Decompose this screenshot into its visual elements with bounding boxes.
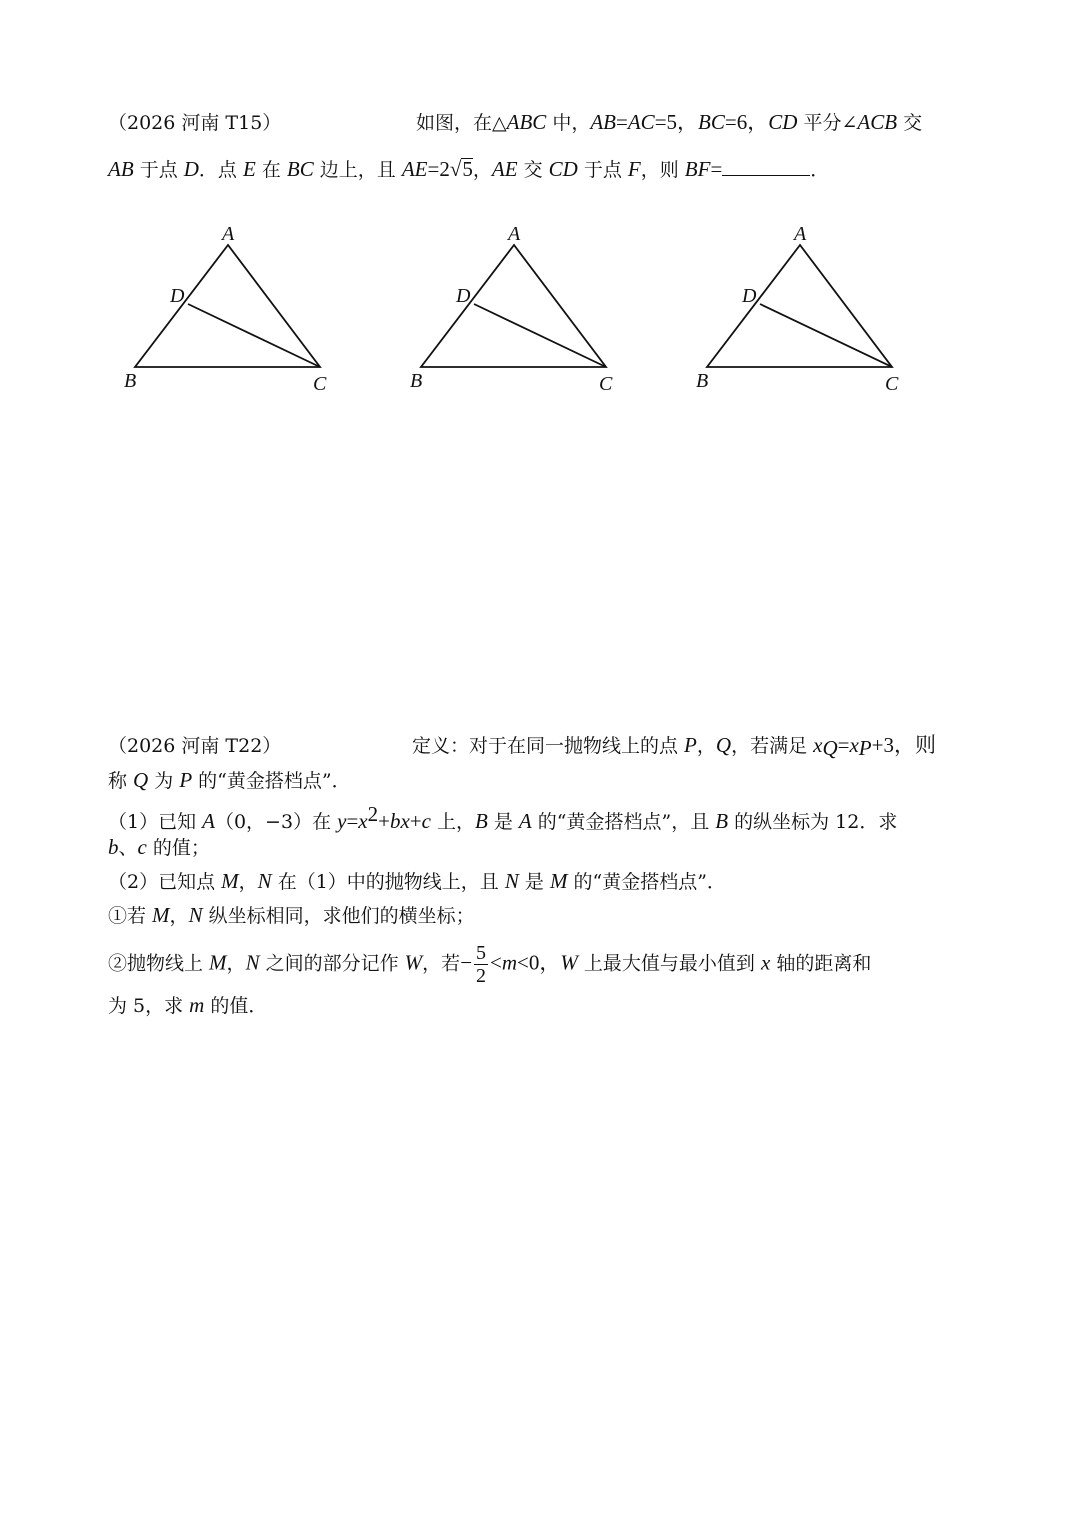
q15-line-1 xyxy=(108,108,922,137)
var-m: M xyxy=(549,869,568,893)
var-y: y xyxy=(337,809,347,833)
text: 上最大值与最小值到 xyxy=(577,952,761,975)
var-w: W xyxy=(560,950,578,975)
subscript-q: Q xyxy=(822,736,838,760)
text: 的“黄金搭档点”． xyxy=(567,871,726,893)
text: 在 xyxy=(255,159,287,181)
var-a: A xyxy=(518,809,532,833)
text: 中， xyxy=(546,112,591,134)
text: （2）已知点 xyxy=(108,871,222,893)
var-e: E xyxy=(242,157,256,181)
text: 的值； xyxy=(146,837,210,859)
fraction xyxy=(474,942,488,987)
text: < xyxy=(490,950,502,975)
text: 的纵坐标为 12．求 xyxy=(728,811,898,833)
text: ， xyxy=(226,952,246,975)
text: 轴的距离和 xyxy=(770,952,872,975)
text: ， xyxy=(169,905,189,927)
triangle-abc xyxy=(135,245,320,367)
q22-sub2-line-2 xyxy=(108,991,267,1020)
text: 于点 xyxy=(577,159,628,181)
var-x: x xyxy=(813,733,823,757)
var-bc: BC xyxy=(698,110,725,134)
text: =6， xyxy=(724,110,769,134)
fraction-numerator: 5 xyxy=(476,942,487,964)
var-m: M xyxy=(152,903,170,927)
text: 是 xyxy=(487,811,519,833)
superscript: 2 xyxy=(367,802,379,826)
text: 之间的部分记作 xyxy=(259,952,405,975)
var-x: x xyxy=(849,733,859,757)
text: <0， xyxy=(517,950,561,975)
subscript-p: P xyxy=(858,736,872,760)
var-ac: AC xyxy=(627,110,655,134)
triangle-figure-1 xyxy=(120,220,340,400)
var-a: A xyxy=(202,809,215,833)
text: = xyxy=(837,733,850,757)
text: 、 xyxy=(118,837,138,859)
var-q: Q xyxy=(133,768,149,792)
q22-sub1-line xyxy=(108,901,475,930)
text: 于点 xyxy=(133,159,184,181)
text: 称 xyxy=(108,770,134,792)
text: + xyxy=(378,809,390,833)
text: 上， xyxy=(430,811,475,833)
text: （0，−3）在 xyxy=(214,811,338,833)
label-d: D xyxy=(456,285,471,307)
var-ae: AE xyxy=(401,157,428,181)
text: ． xyxy=(810,159,830,181)
var-m: m xyxy=(501,950,518,975)
text: 的“黄金搭档点”． xyxy=(192,770,351,792)
var-m: M xyxy=(209,950,227,975)
label-a: A xyxy=(794,223,807,245)
var-n: N xyxy=(504,869,519,893)
var-m: m xyxy=(189,993,205,1017)
text: ， xyxy=(696,735,716,757)
label-b: B xyxy=(124,370,137,392)
q22-tag: （2026 河南 T22） xyxy=(108,735,282,757)
q22-definition-line-1 xyxy=(108,731,936,762)
label-b: B xyxy=(410,370,423,392)
text: ①若 xyxy=(108,905,153,927)
var-x: x xyxy=(358,809,368,833)
q15-line-2 xyxy=(108,155,829,184)
var-ab: AB xyxy=(108,157,134,181)
text: ，若 xyxy=(422,952,461,975)
sqrt-sign: √ xyxy=(449,157,462,181)
var-b: b xyxy=(108,835,119,859)
text: ②抛物线上 xyxy=(108,952,210,975)
sqrt-radicand: 5 xyxy=(462,157,473,181)
var-ab: AB xyxy=(590,110,616,134)
text: 在（1）中的抛物线上，且 xyxy=(271,871,505,893)
segment-cd xyxy=(760,304,892,367)
q15-tag: （2026 河南 T15） xyxy=(108,112,282,134)
text: （1）已知 xyxy=(108,811,203,833)
q22-sub2-line-1 xyxy=(108,942,871,987)
var-b: B xyxy=(475,809,488,833)
text: ．点 xyxy=(198,159,243,181)
text: 的值． xyxy=(204,995,268,1017)
text: ，则 xyxy=(640,159,685,181)
text: = xyxy=(616,110,628,134)
var-bx: bx xyxy=(389,809,410,833)
triangle-abc xyxy=(421,245,606,367)
var-m: M xyxy=(221,869,239,893)
var-bc: BC xyxy=(286,157,314,181)
minus-sign: − xyxy=(460,950,473,975)
text: 的“黄金搭档点”，且 xyxy=(531,811,716,833)
text: = xyxy=(346,809,359,833)
label-d: D xyxy=(170,285,185,307)
text: 为 xyxy=(148,770,180,792)
var-d: D xyxy=(183,157,199,181)
text: ，若满足 xyxy=(731,735,814,757)
var-ae: AE xyxy=(491,157,518,181)
text: + xyxy=(409,809,422,833)
label-b: B xyxy=(696,370,709,392)
var-cd: CD xyxy=(548,157,578,181)
q22-part2-line xyxy=(108,867,726,896)
text: =5， xyxy=(654,110,699,134)
text: 如图，在△ xyxy=(416,112,507,134)
fraction-denominator: 2 xyxy=(476,965,487,987)
var-n: N xyxy=(245,950,260,975)
text: =2 xyxy=(427,157,450,181)
var-abc: ABC xyxy=(506,110,547,134)
var-bf: BF xyxy=(684,157,711,181)
text: 交 xyxy=(517,159,549,181)
text: = xyxy=(710,157,723,181)
var-f: F xyxy=(627,157,641,181)
label-a: A xyxy=(222,223,235,245)
text: ， xyxy=(238,871,258,893)
var-x: x xyxy=(760,950,771,975)
label-c: C xyxy=(885,373,899,395)
segment-cd xyxy=(188,304,320,367)
segment-cd xyxy=(474,304,606,367)
q22-part1-line-2 xyxy=(108,833,210,862)
q22-definition-line-2 xyxy=(108,766,351,795)
label-a: A xyxy=(508,223,521,245)
var-c: c xyxy=(421,809,431,833)
var-acb: ACB xyxy=(857,110,898,134)
q22-part1-line-1 xyxy=(108,800,897,836)
var-b: B xyxy=(715,809,729,833)
var-cd: CD xyxy=(768,110,798,134)
var-p: P xyxy=(684,733,697,757)
text: 平分∠ xyxy=(797,112,858,134)
var-n: N xyxy=(188,903,203,927)
var-q: Q xyxy=(715,733,732,757)
text: 为 5，求 xyxy=(108,995,190,1017)
var-w: W xyxy=(404,950,423,975)
text: 交 xyxy=(897,112,923,134)
answer-blank xyxy=(722,157,810,176)
text: 是 xyxy=(518,871,550,893)
triangle-abc xyxy=(707,245,892,367)
text: 纵坐标相同，求他们的横坐标； xyxy=(202,905,475,927)
label-c: C xyxy=(599,373,613,395)
var-p: P xyxy=(179,768,193,792)
triangle-figure-3 xyxy=(692,220,912,400)
label-c: C xyxy=(313,373,327,395)
text: 定义：对于在同一抛物线上的点 xyxy=(412,735,685,757)
text: 边上，且 xyxy=(313,159,402,181)
text: ， xyxy=(472,159,492,181)
triangle-figure-2 xyxy=(406,220,626,400)
var-n: N xyxy=(257,869,272,893)
label-d: D xyxy=(742,285,757,307)
text: +3，则 xyxy=(871,733,936,757)
var-c: c xyxy=(137,835,147,859)
